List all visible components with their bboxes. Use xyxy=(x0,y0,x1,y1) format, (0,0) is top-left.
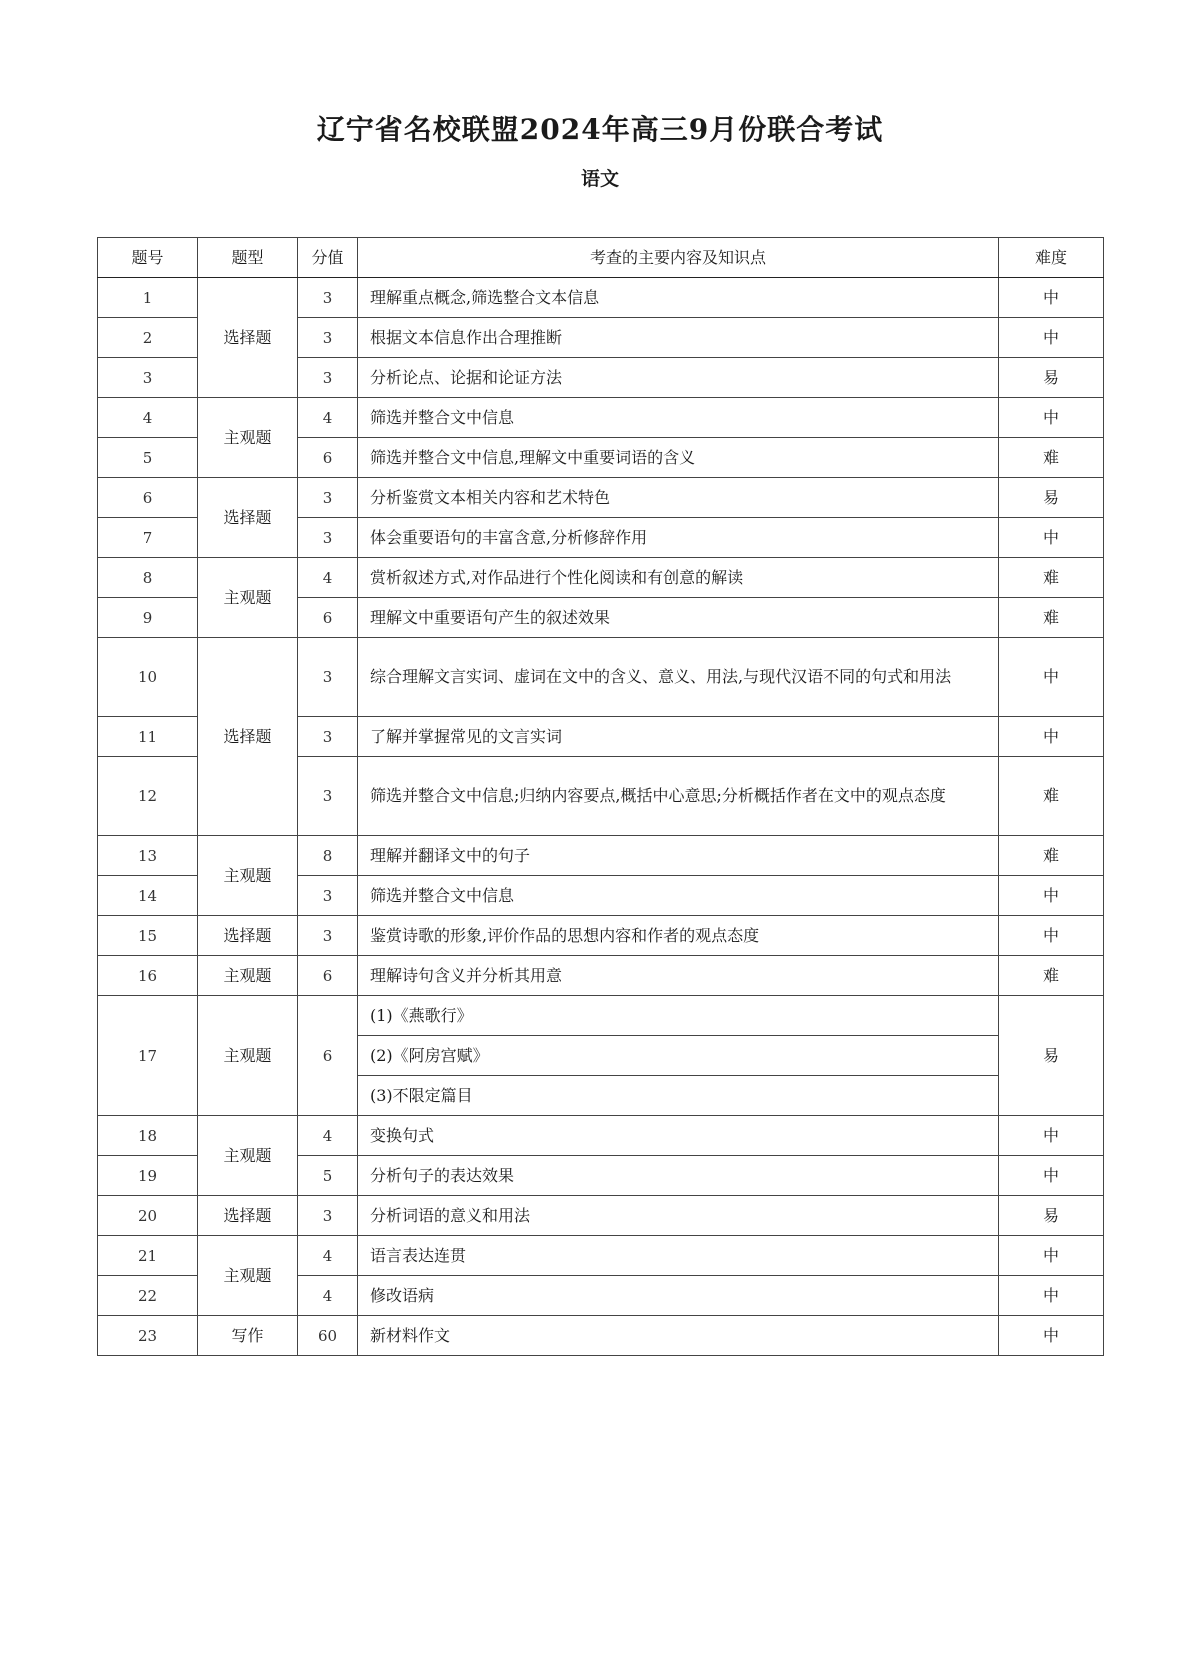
cell-content: 理解文中重要语句产生的叙述效果 xyxy=(358,598,999,638)
header-difficulty: 难度 xyxy=(999,238,1104,278)
cell-score: 3 xyxy=(298,1196,358,1236)
cell-question-no: 23 xyxy=(98,1316,198,1356)
cell-question-no: 11 xyxy=(98,717,198,757)
cell-content: 分析鉴赏文本相关内容和艺术特色 xyxy=(358,478,999,518)
cell-question-no: 8 xyxy=(98,558,198,598)
cell-question-type: 主观题 xyxy=(198,398,298,478)
cell-score: 4 xyxy=(298,1236,358,1276)
cell-difficulty: 中 xyxy=(999,717,1104,757)
cell-difficulty: 难 xyxy=(999,836,1104,876)
cell-score: 3 xyxy=(298,478,358,518)
cell-difficulty: 中 xyxy=(999,278,1104,318)
cell-score: 3 xyxy=(298,358,358,398)
cell-difficulty: 中 xyxy=(999,916,1104,956)
cell-question-type: 主观题 xyxy=(198,558,298,638)
cell-question-no: 1 xyxy=(98,278,198,318)
table-row xyxy=(98,558,1104,598)
cell-question-no: 20 xyxy=(98,1196,198,1236)
cell-difficulty: 中 xyxy=(999,398,1104,438)
cell-difficulty: 易 xyxy=(999,996,1104,1116)
cell-score: 6 xyxy=(298,598,358,638)
table-row xyxy=(98,478,1104,518)
document-title: 辽宁省名校联盟2024年高三9月份联合考试 xyxy=(316,113,884,146)
cell-question-type: 主观题 xyxy=(198,1116,298,1196)
table-row xyxy=(98,278,1104,318)
cell-score: 4 xyxy=(298,558,358,598)
cell-question-type: 选择题 xyxy=(198,278,298,398)
table-row xyxy=(98,916,1104,956)
cell-score: 3 xyxy=(298,278,358,318)
table-row xyxy=(98,398,1104,438)
cell-question-no: 15 xyxy=(98,916,198,956)
cell-score: 3 xyxy=(298,876,358,916)
subject-title: 语文 xyxy=(580,168,619,190)
cell-score: 3 xyxy=(298,757,358,836)
cell-difficulty: 难 xyxy=(999,598,1104,638)
cell-difficulty: 易 xyxy=(999,478,1104,518)
cell-score: 6 xyxy=(298,956,358,996)
cell-content: 分析词语的意义和用法 xyxy=(358,1196,999,1236)
cell-difficulty: 易 xyxy=(999,1196,1104,1236)
cell-content: 分析论点、论据和论证方法 xyxy=(358,358,999,398)
cell-content: 理解并翻译文中的句子 xyxy=(358,836,999,876)
table-row xyxy=(98,1196,1104,1236)
cell-content: 筛选并整合文中信息 xyxy=(358,876,999,916)
cell-question-no: 12 xyxy=(98,757,198,836)
cell-content: 根据文本信息作出合理推断 xyxy=(358,318,999,358)
cell-content: (3)不限定篇目 xyxy=(358,1076,999,1116)
cell-question-type: 主观题 xyxy=(198,1236,298,1316)
cell-score: 4 xyxy=(298,1116,358,1156)
cell-difficulty: 中 xyxy=(999,1156,1104,1196)
cell-score: 8 xyxy=(298,836,358,876)
cell-difficulty: 中 xyxy=(999,1316,1104,1356)
cell-score: 3 xyxy=(298,518,358,558)
cell-question-no: 21 xyxy=(98,1236,198,1276)
cell-question-type: 主观题 xyxy=(198,836,298,916)
cell-content: 筛选并整合文中信息,理解文中重要词语的含义 xyxy=(358,438,999,478)
cell-question-type: 选择题 xyxy=(198,638,298,836)
exam-analysis-table xyxy=(97,237,1104,1356)
cell-question-no: 19 xyxy=(98,1156,198,1196)
cell-difficulty: 中 xyxy=(999,876,1104,916)
cell-content: 修改语病 xyxy=(358,1276,999,1316)
cell-difficulty: 难 xyxy=(999,438,1104,478)
cell-question-type: 选择题 xyxy=(198,1196,298,1236)
cell-score: 4 xyxy=(298,1276,358,1316)
cell-question-no: 18 xyxy=(98,1116,198,1156)
cell-question-no: 16 xyxy=(98,956,198,996)
table-body-upper xyxy=(98,278,1104,996)
table-header-row xyxy=(98,238,1104,278)
cell-score: 60 xyxy=(298,1316,358,1356)
table-row xyxy=(98,638,1104,717)
cell-content: 综合理解文言实词、虚词在文中的含义、意义、用法,与现代汉语不同的句式和用法 xyxy=(358,638,999,717)
cell-question-no: 13 xyxy=(98,836,198,876)
cell-question-no: 5 xyxy=(98,438,198,478)
header-question-type: 题型 xyxy=(198,238,298,278)
cell-content: 分析句子的表达效果 xyxy=(358,1156,999,1196)
cell-content: 体会重要语句的丰富含意,分析修辞作用 xyxy=(358,518,999,558)
cell-score: 6 xyxy=(298,996,358,1116)
cell-question-type: 主观题 xyxy=(198,956,298,996)
header-score: 分值 xyxy=(298,238,358,278)
cell-difficulty: 中 xyxy=(999,1236,1104,1276)
table-row xyxy=(98,1116,1104,1156)
cell-difficulty: 中 xyxy=(999,638,1104,717)
table-row xyxy=(98,956,1104,996)
cell-difficulty: 难 xyxy=(999,956,1104,996)
table-body-q17 xyxy=(98,996,1104,1116)
header-content: 考查的主要内容及知识点 xyxy=(358,238,999,278)
cell-question-type: 主观题 xyxy=(198,996,298,1116)
cell-question-no: 14 xyxy=(98,876,198,916)
cell-content: 理解重点概念,筛选整合文本信息 xyxy=(358,278,999,318)
cell-question-no: 17 xyxy=(98,996,198,1116)
table-row xyxy=(98,1236,1104,1276)
cell-score: 6 xyxy=(298,438,358,478)
cell-question-no: 22 xyxy=(98,1276,198,1316)
cell-question-no: 4 xyxy=(98,398,198,438)
cell-score: 3 xyxy=(298,916,358,956)
cell-content: (2)《阿房宫赋》 xyxy=(358,1036,999,1076)
table-body-lower xyxy=(98,1116,1104,1356)
table-row xyxy=(98,1316,1104,1356)
cell-difficulty: 难 xyxy=(999,558,1104,598)
cell-question-no: 2 xyxy=(98,318,198,358)
table-row xyxy=(98,996,1104,1036)
cell-content: 筛选并整合文中信息;归纳内容要点,概括中心意思;分析概括作者在文中的观点态度 xyxy=(358,757,999,836)
cell-content: 新材料作文 xyxy=(358,1316,999,1356)
cell-content: 鉴赏诗歌的形象,评价作品的思想内容和作者的观点态度 xyxy=(358,916,999,956)
cell-question-no: 10 xyxy=(98,638,198,717)
cell-question-no: 3 xyxy=(98,358,198,398)
cell-difficulty: 中 xyxy=(999,518,1104,558)
cell-question-no: 9 xyxy=(98,598,198,638)
cell-question-type: 写作 xyxy=(198,1316,298,1356)
cell-question-no: 6 xyxy=(98,478,198,518)
cell-score: 3 xyxy=(298,318,358,358)
cell-difficulty: 难 xyxy=(999,757,1104,836)
cell-content: (1)《燕歌行》 xyxy=(358,996,999,1036)
cell-content: 筛选并整合文中信息 xyxy=(358,398,999,438)
cell-score: 3 xyxy=(298,717,358,757)
cell-difficulty: 中 xyxy=(999,1276,1104,1316)
cell-question-type: 选择题 xyxy=(198,916,298,956)
cell-score: 4 xyxy=(298,398,358,438)
cell-content: 理解诗句含义并分析其用意 xyxy=(358,956,999,996)
cell-score: 3 xyxy=(298,638,358,717)
cell-score: 5 xyxy=(298,1156,358,1196)
cell-question-type: 选择题 xyxy=(198,478,298,558)
header-question-no: 题号 xyxy=(98,238,198,278)
cell-question-no: 7 xyxy=(98,518,198,558)
cell-content: 变换句式 xyxy=(358,1116,999,1156)
cell-content: 赏析叙述方式,对作品进行个性化阅读和有创意的解读 xyxy=(358,558,999,598)
cell-difficulty: 中 xyxy=(999,1116,1104,1156)
table-row xyxy=(98,836,1104,876)
cell-difficulty: 易 xyxy=(999,358,1104,398)
cell-content: 语言表达连贯 xyxy=(358,1236,999,1276)
cell-content: 了解并掌握常见的文言实词 xyxy=(358,717,999,757)
cell-difficulty: 中 xyxy=(999,318,1104,358)
